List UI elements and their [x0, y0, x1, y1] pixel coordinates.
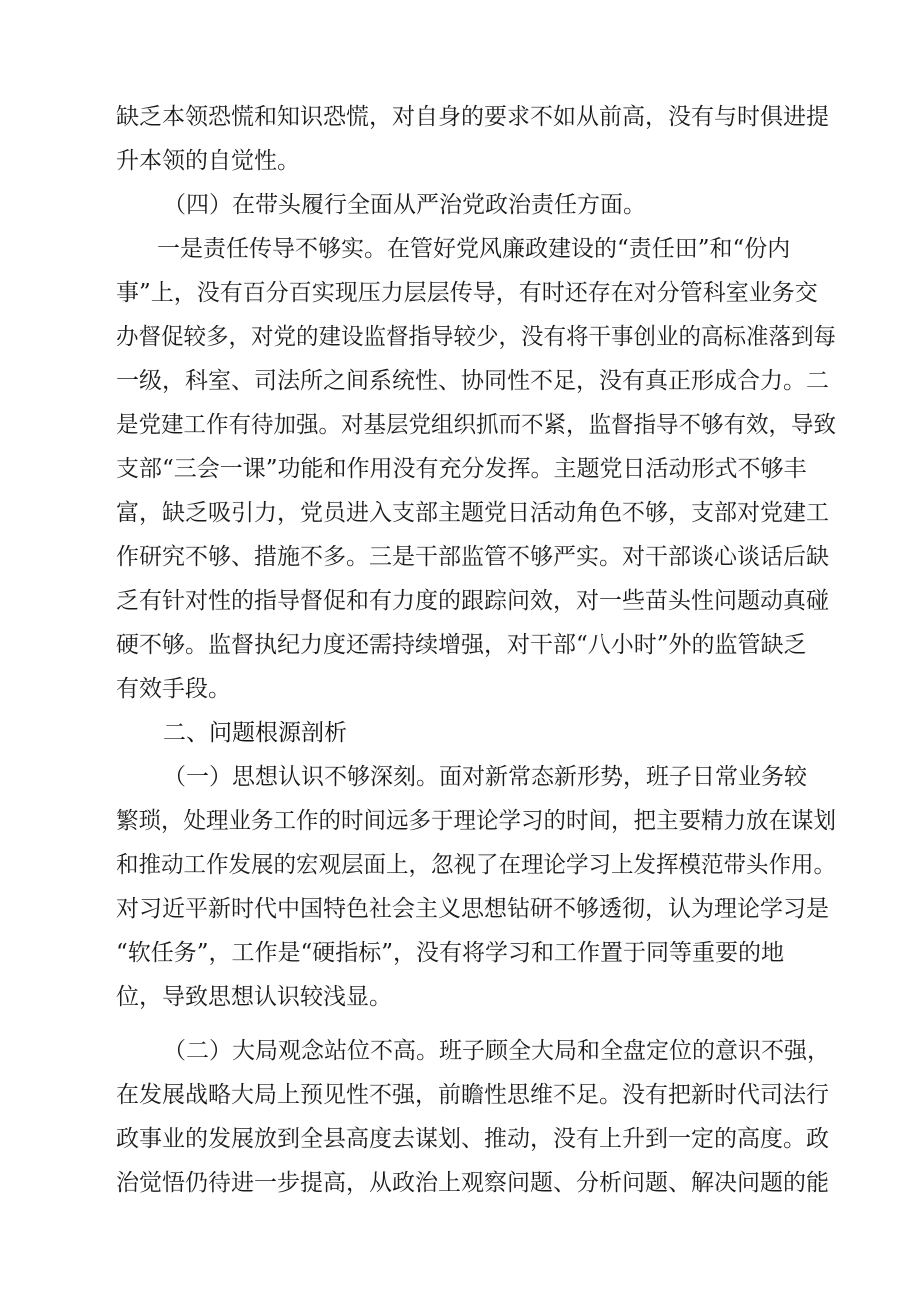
line-9: 支部“三会一课”功能和作用没有充分发挥。主题党日活动形式不够丰 — [116, 456, 807, 482]
line-2: 升本领的自觉性。 — [116, 148, 300, 174]
line-24: 政事业的发展放到全县高度去谋划、推动，没有上升到一定的高度。政 — [116, 1126, 829, 1152]
line-3-section-four: （四）在带头履行全面从严治党政治责任方面。 — [163, 192, 646, 218]
line-11: 作研究不够、措施不多。三是干部监管不够严实。对干部谈心谈话后缺 — [116, 544, 829, 570]
line-19: 对习近平新时代中国特色社会主义思想钻研不够透彻，认为理论学习是 — [116, 896, 829, 922]
line-1: 缺乏本领恐慌和知识恐慌，对自身的要求不如从前高，没有与时俱进提 — [116, 104, 829, 130]
line-7: 一级，科室、司法所之间系统性、协同性不足，没有真正形成合力。二 — [116, 368, 829, 394]
line-23: 在发展战略大局上预见性不强，前瞻性思维不足。没有把新时代司法行 — [116, 1082, 829, 1108]
line-5: 事”上，没有百分百实现压力层层传导，有时还存在对分管科室业务交 — [116, 280, 818, 306]
section-heading: 二、问题根源剖析 — [163, 720, 347, 746]
line-13: 硬不够。监督执纪力度还需持续增强，对干部“八小时”外的监管缺乏 — [116, 632, 807, 658]
line-4: 一是责任传导不够实。在管好党风廉政建设的“责任田”和“份内 — [157, 236, 791, 262]
line-17: 繁琐，处理业务工作的时间远多于理论学习的时间，把主要精力放在谋划 — [116, 808, 837, 834]
line-6: 办督促较多，对党的建设监督指导较少，没有将干事创业的高标准落到每 — [116, 324, 837, 350]
line-10: 富，缺乏吸引力，党员进入支部主题党日活动角色不够，支部对党建工 — [116, 500, 829, 526]
line-22: （二）大局观念站位不高。班子顾全大局和全盘定位的意识不强， — [163, 1038, 830, 1064]
line-25: 治觉悟仍待进一步提高，从政治上观察问题、分析问题、解决问题的能 — [116, 1170, 829, 1196]
line-16: （一）思想认识不够深刻。面对新常态新形势，班子日常业务较 — [163, 764, 807, 790]
line-12: 乏有针对性的指导督促和有力度的跟踪问效，对一些苗头性问题动真碰 — [116, 588, 829, 614]
line-21: 位，导致思想认识较浅显。 — [116, 984, 392, 1010]
line-20: “软任务”，工作是“硬指标”，没有将学习和工作置于同等重要的地 — [116, 940, 785, 966]
line-18: 和推动工作发展的宏观层面上，忽视了在理论学习上发挥模范带头作用。 — [116, 852, 837, 878]
line-14: 有效手段。 — [116, 676, 231, 702]
line-8: 是党建工作有待加强。对基层党组织抓而不紧，监督指导不够有效，导致 — [116, 412, 837, 438]
